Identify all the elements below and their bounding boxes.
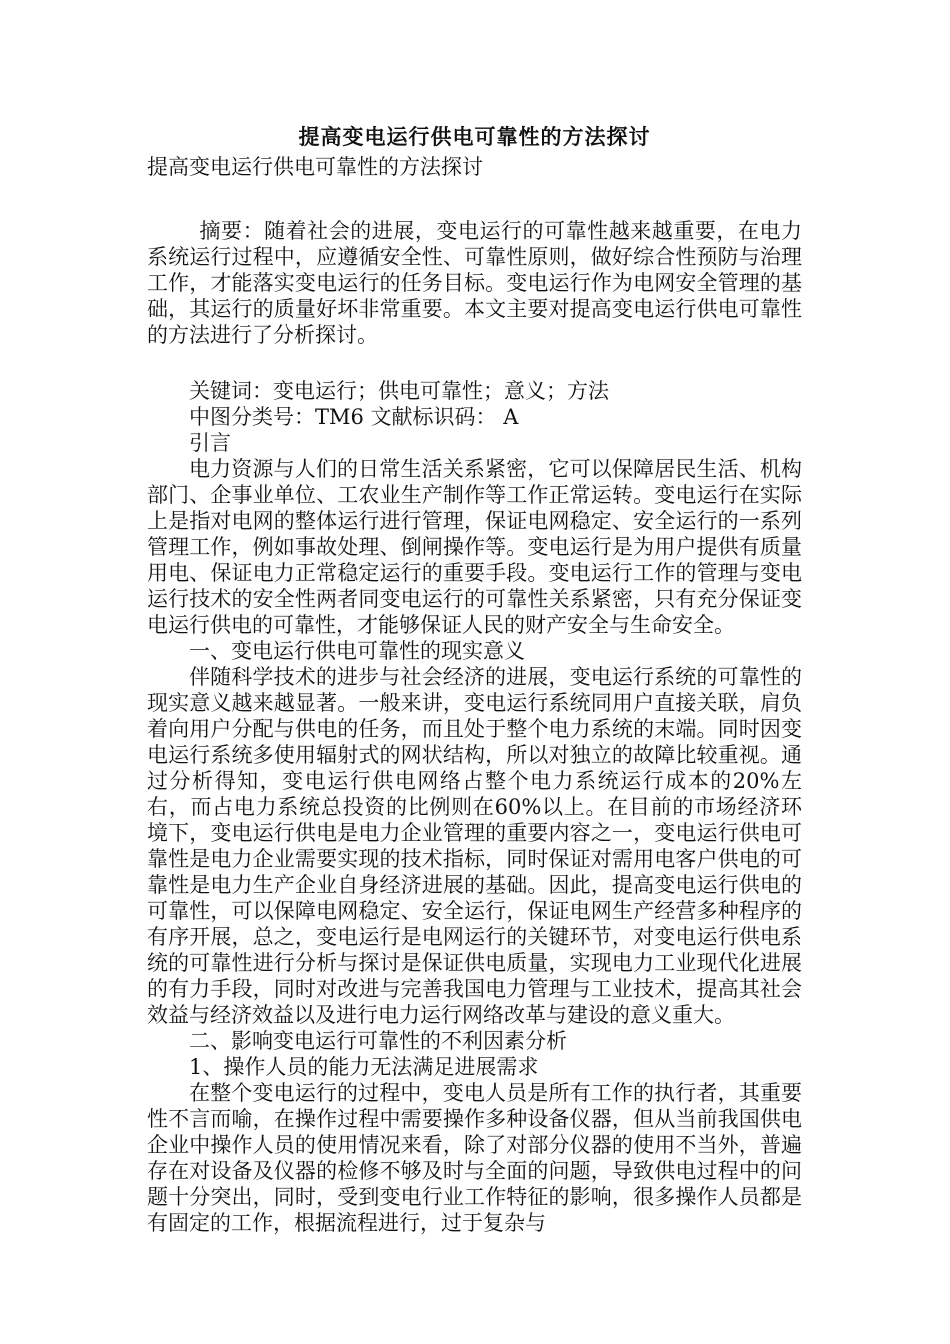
classification-line: 中图分类号：TM6 文献标识码： A	[189, 405, 519, 429]
intro-paragraph: 电力资源与人们的日常生活关系紧密，它可以保障居民生活、机构部门、企事业单位、工农业生产制作等工作正常运转。变电运行在实际上是指对电网的整体运行进行管理，保证电网稳定、安全运行的一系列管理工作，例如事故处理、倒闸操作等。变电运行是为用户提供有质量用电、保证电力正常稳定运行的重要手段。变电运行工作的管理与变电运行技术的安全性两者同变电运行的可靠性关系紧密，只有充分保证变电运行供电的可靠性，才能够保证人民的财产安全与生命安全。	[147, 457, 802, 637]
section2-heading: 二、影响变电运行可靠性的不利因素分析	[189, 1029, 567, 1053]
doc-subtitle: 提高变电运行供电可靠性的方法探讨	[147, 155, 483, 179]
abstract-paragraph: 摘要：随着社会的进展，变电运行的可靠性越来越重要，在电力系统运行过程中，应遵循安全性、可靠性原则，做好综合性预防与治理工作，才能落实变电运行的任务目标。变电运行作为电网安全管理的基础，其运行的质量好坏非常重要。本文主要对提高变电运行供电可靠性的方法进行了分析探讨。	[147, 219, 802, 347]
doc-title: 提高变电运行供电可靠性的方法探讨	[298, 124, 651, 149]
section1-heading: 一、变电运行供电可靠性的现实意义	[189, 639, 525, 663]
section1-paragraph: 伴随科学技术的进步与社会经济的进展，变电运行系统的可靠性的现实意义越来越显著。一般来讲，变电运行系统同用户直接关联，肩负着向用户分配与供电的任务，而且处于整个电力系统的末端。同时因变电运行系统多使用辐射式的网状结构，所以对独立的故障比较重视。通过分析得知，变电运行供电网络占整个电力系统运行成本的20%左右，而占电力系统总投资的比例则在60%以上。在目前的市场经济环境下，变电运行供电是电力企业管理的重要内容之一，变电运行供电可靠性是电力企业需要实现的技术指标，同时保证对需用电客户供电的可靠性是电力生产企业自身经济进展的基础。因此，提高变电运行供电的可靠性，可以保障电网稳定、安全运行，保证电网生产经营多种程序的有序开展，总之，变电运行是电网运行的关键环节，对变电运行供电系统的可靠性进行分析与探讨是保证供电质量，实现电力工业现代化进展的有力手段，同时对改进与完善我国电力管理与工业技术，提高其社会效益与经济效益以及进行电力运行网络改革与建设的意义重大。	[147, 665, 802, 1027]
spacer	[147, 348, 802, 378]
spacer	[147, 182, 802, 218]
keywords-line: 关键词：变电运行；供电可靠性；意义；方法	[189, 379, 609, 403]
section2-subheading: 1、操作人员的能力无法满足进展需求	[189, 1055, 539, 1079]
section2-paragraph: 在整个变电运行的过程中，变电人员是所有工作的执行者，其重要性不言而喻，在操作过程中需要操作多种设备仪器，但从当前我国供电企业中操作人员的使用情况来看，除了对部分仪器的使用不当外，普遍存在对设备及仪器的检修不够及时与全面的问题，导致供电过程中的问题十分突出，同时，受到变电行业工作特征的影响，很多操作人员都是有固定的工作，根据流程进行，过于复杂与	[147, 1081, 802, 1235]
intro-heading: 引言	[189, 431, 231, 455]
